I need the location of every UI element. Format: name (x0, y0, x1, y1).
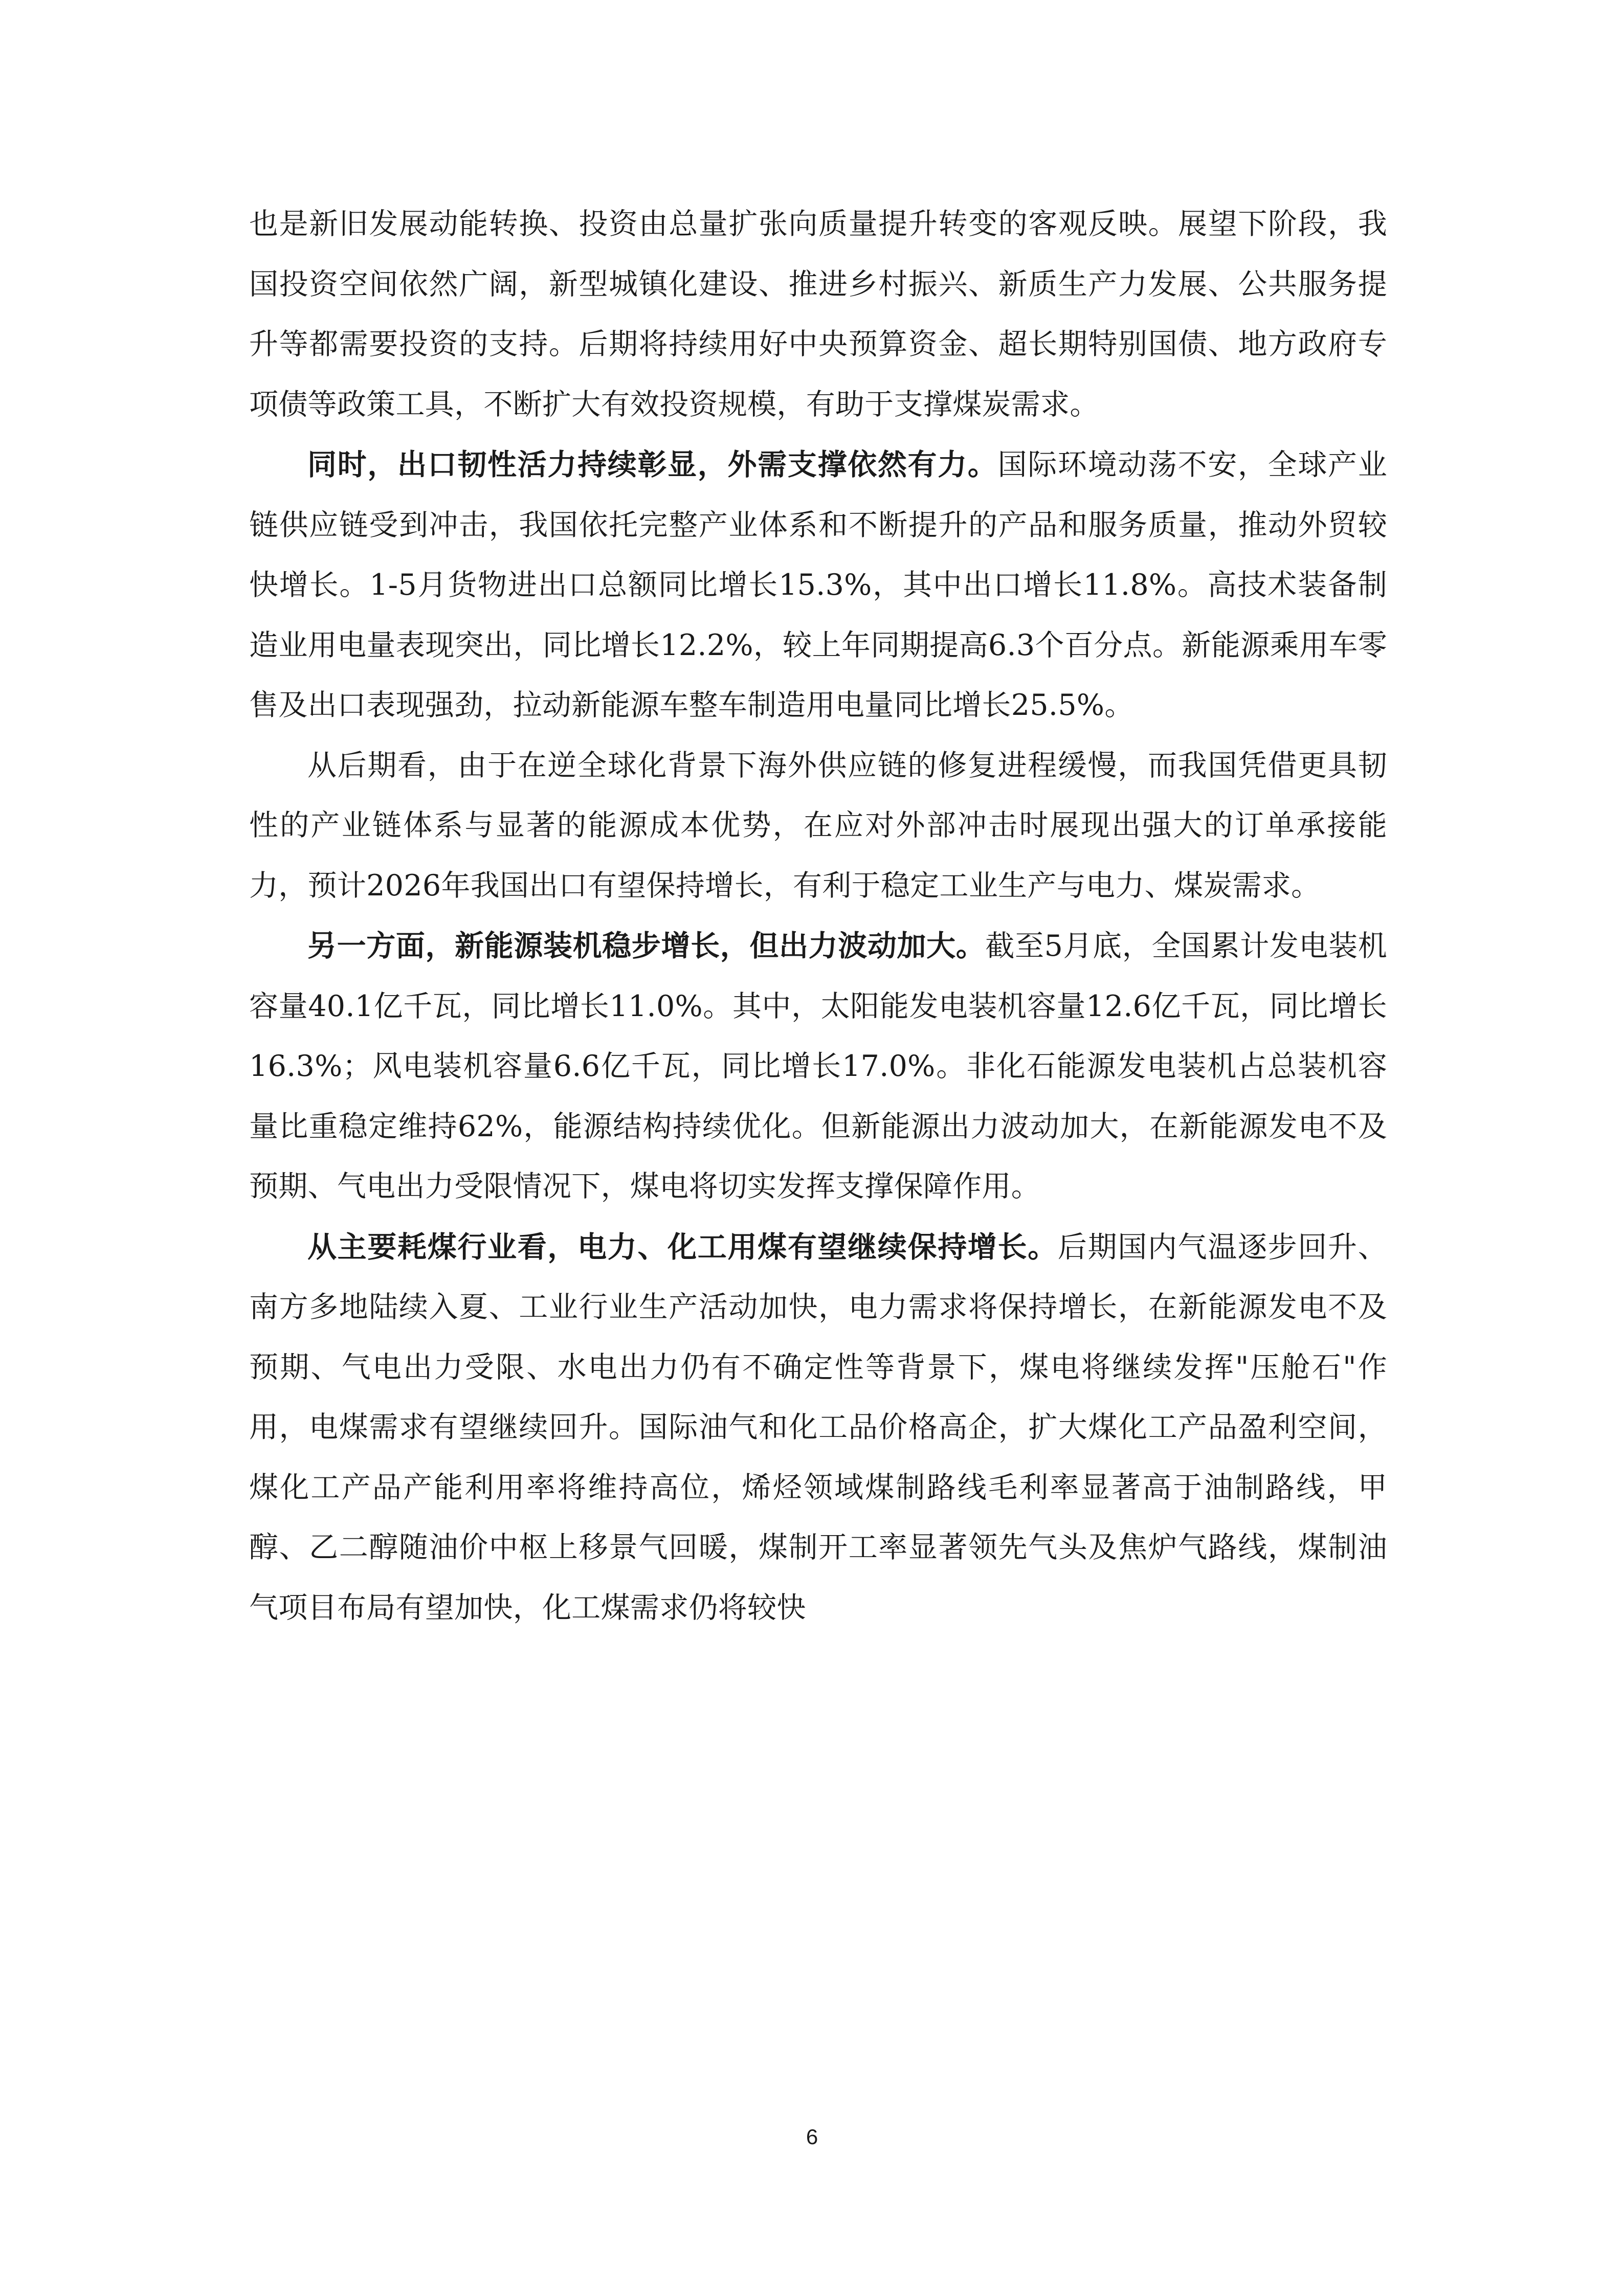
paragraph-export-resilience (249, 435, 1387, 736)
paragraph-text: 国际环境动荡不安，全球产业链供应链受到冲击，我国依托完整产业体系和不断提升的产品和服务质量，推动外贸较快增长。1-5月货物进出口总额同比增长15.3%，其中出口增长11.8%。高技术装备制造业用电量表现突出，同比增长12.2%，较上年同期提高6.3个百分点。新能源乘用车零售及出口表现强劲，拉动新能源车整车制造用电量同比增长25.5%。 (249, 448, 1387, 722)
paragraph-text: 截至5月底，全国累计发电装机容量40.1亿千瓦，同比增长11.0%。其中，太阳能发电装机容量12.6亿千瓦，同比增长16.3%；风电装机容量6.6亿千瓦，同比增长17.0%。非化石能源发电装机占总装机容量比重稳定维持62%，能源结构持续优化。但新能源出力波动加大，在新能源发电不及预期、气电出力受限情况下，煤电将切实发挥支撑保障作用。 (249, 929, 1387, 1203)
paragraph-lead: 同时，出口韧性活力持续彰显，外需支撑依然有力。 (307, 447, 998, 482)
paragraph-coal-industries (249, 1217, 1387, 1638)
paragraph-lead: 从主要耗煤行业看，电力、化工用煤有望继续保持增长。 (307, 1229, 1058, 1264)
paragraph-lead: 另一方面，新能源装机稳步增长，但出力波动加大。 (307, 929, 986, 963)
page-number: 6 (806, 2125, 818, 2149)
paragraph-text: 从后期看，由于在逆全球化背景下海外供应链的修复进程缓慢，而我国凭借更具韧性的产业链体系与显著的能源成本优势，在应对外部冲击时展现出强大的订单承接能力，预计2026年我国出口有望保持增长，有利于稳定工业生产与电力、煤炭需求。 (249, 748, 1387, 903)
paragraph-text: 也是新旧发展动能转换、投资由总量扩张向质量提升转变的客观反映。展望下阶段，我国投资空间依然广阔，新型城镇化建设、推进乡村振兴、新质生产力发展、公共服务提升等都需要投资的支持。后期将持续用好中央预算资金、超长期特别国债、地方政府专项债等政策工具，不断扩大有效投资规模，有助于支撑煤炭需求。 (249, 207, 1387, 421)
paragraph-export-outlook (249, 736, 1387, 916)
body-text (249, 194, 1387, 1638)
paragraph-new-energy-capacity (249, 916, 1387, 1217)
paragraph-investment-continuation (249, 194, 1387, 435)
paragraph-text: 后期国内气温逐步回升、南方多地陆续入夏、工业行业生产活动加快，电力需求将保持增长，在新能源发电不及预期、气电出力受限、水电出力仍有不确定性等背景下，煤电将继续发挥"压舱石"作用，电煤需求有望继续回升。国际油气和化工品价格高企，扩大煤化工产品盈利空间，煤化工产品产能利用率将维持高位，烯烃领域煤制路线毛利率显著高于油制路线，甲醇、乙二醇随油价中枢上移景气回暖，煤制开工率显著领先气头及焦炉气路线，煤制油气项目布局有望加快，化工煤需求仍将较快 (249, 1230, 1387, 1625)
